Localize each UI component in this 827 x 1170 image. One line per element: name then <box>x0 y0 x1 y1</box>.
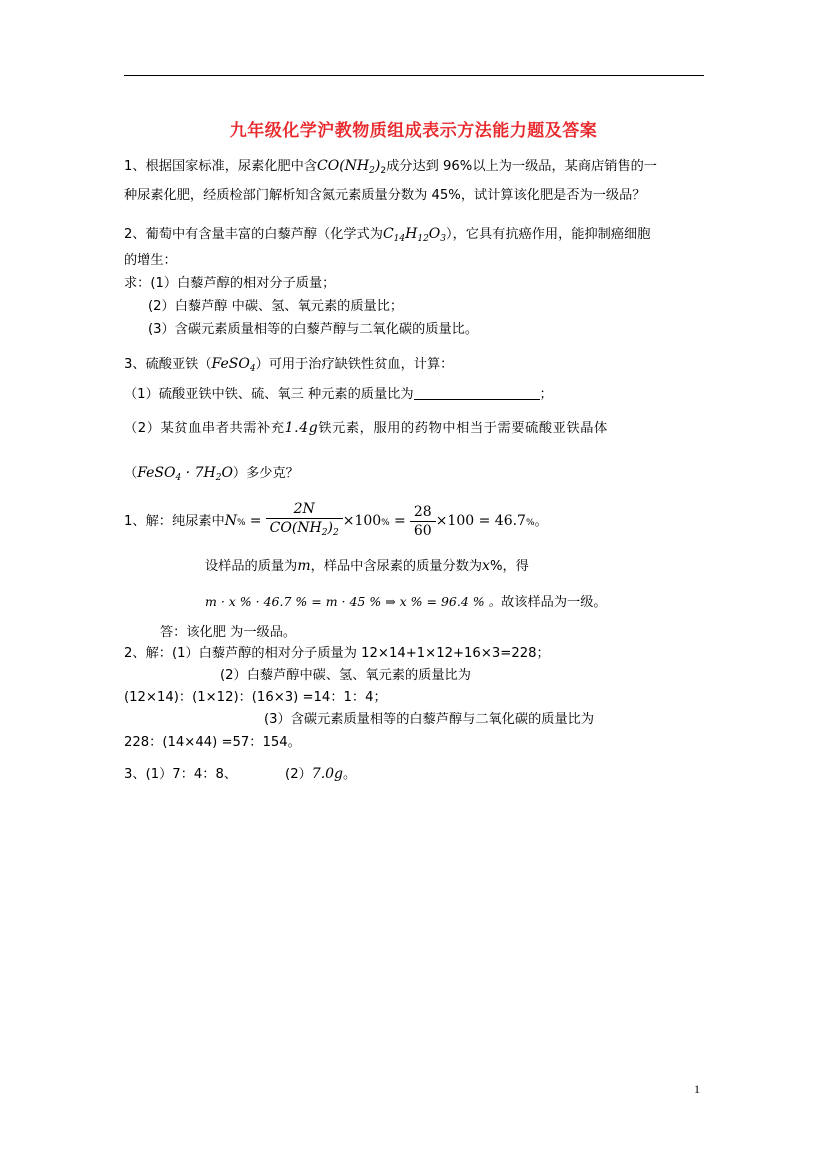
a1-fraction-1: $\frac{2N}{CO(NH_2)_2}$ <box>266 500 343 542</box>
a2-line-4: (3）含碳元素质量相等的白藜芦醇与二氧化碳的质量比为 <box>264 712 595 727</box>
a1-line-1 <box>124 500 548 543</box>
a1-line-2 <box>205 558 529 575</box>
q3-close-text: ）多少克？ <box>232 466 299 481</box>
q3-open-paren: （ <box>124 466 138 481</box>
q3-line-1 <box>124 356 453 378</box>
q3-text-b: ）可用于治疗缺铁性贫血，计算： <box>255 357 454 372</box>
a1-m: m <box>297 558 311 574</box>
a1-line2-c: %，得 <box>489 559 529 574</box>
a3-line <box>124 766 356 783</box>
page-title: 九年级化学沪教物质组成表示方法能力题及答案 <box>229 121 598 141</box>
header-rule <box>124 75 704 76</box>
a2-line-1: 2、解：(1）白藜芦醇的相对分子质量为 12×14+1×12+16×3=228； <box>124 646 550 661</box>
q1-formula-sub: 2 <box>380 166 387 176</box>
a1-line2-a: 设样品的质量为 <box>205 559 298 574</box>
q2-part-3: (3）含碳元素质量相等的白藜芦醇与二氧化碳的质量比。 <box>148 322 479 337</box>
a1-pct-2: % <box>381 518 390 528</box>
a1-n: N <box>224 513 237 529</box>
a1-pct-3: % <box>525 518 535 528</box>
q2-part-1: 求：(1）白藜芦醇的相对分子质量； <box>124 276 336 291</box>
q3-part-1-end: ； <box>539 387 553 402</box>
a1-lead: 1、解：纯尿素中 <box>124 514 225 529</box>
a2-line-3: (12×14)：(1×12)：(16×3) =14：1：4； <box>124 690 387 705</box>
a1-end: 。 <box>534 514 548 529</box>
a2-line-2: (2）白藜芦醇中碳、氢、氧元素的质量比为 <box>220 668 471 683</box>
a1-fraction-2: $\frac{28}{60}$ <box>410 503 436 540</box>
a1-answer: 答：该化肥 为一级品。 <box>160 625 297 640</box>
q2-part-2: (2）白藜芦醇 中碳、氢、氧元素的质量比； <box>148 299 404 314</box>
q3-formula-2: FeSO$_4$ · $7H_2O$ <box>137 465 233 483</box>
q1-line-2: 种尿素化肥，经质检部门解析知含氮元素质量分数为 45%，试计算该化肥是否为一级品？ <box>124 188 646 203</box>
q3-part-1 <box>124 386 553 403</box>
q3-part-2-text-b: 铁元素，服用的药物中相当于需要硫酸亚铁晶体 <box>318 421 608 436</box>
q3-mass: 1.4g <box>284 420 319 436</box>
q1-text-a: 1、根据国家标准，尿素化肥中含 <box>124 159 318 174</box>
a1-line-3 <box>205 593 607 611</box>
a3-end: 。 <box>343 767 357 782</box>
q1-line-1 <box>124 158 657 180</box>
q2-text-b: ），它具有抗癌作用，能抑制癌细胞 <box>446 227 651 242</box>
q3-part-1-text: （1）硫酸亚铁中铁、硫、氧三 种元素的质量比为 <box>124 387 414 402</box>
a2-line-5: 228：(14×44) =57：154。 <box>124 735 301 750</box>
a1-line2-b: ，样品中含尿素的质量分数为 <box>310 559 483 574</box>
a1-pct: % <box>236 518 246 528</box>
q3-formula: FeSO$_4$ <box>211 356 256 374</box>
q1-text-b: 成分达到 96%以上为一级品，某商店销售的一 <box>386 159 657 174</box>
q2-line-1 <box>124 226 650 248</box>
q3-part-2 <box>124 420 608 437</box>
page-number: 1 <box>694 1082 700 1096</box>
a1-times100: ×100 <box>342 513 382 529</box>
a3-mass: 7.0g <box>311 766 344 782</box>
q1-formula: $CO(NH_2)$ <box>317 158 381 176</box>
a3-part-1: 3、(1）7：4：8、 <box>124 767 238 782</box>
a1-result: ×100 = 46.7 <box>435 513 526 529</box>
q2-formula: $C_{14}H_{12}O_3$ <box>382 226 447 244</box>
a1-equation: m · x % · 46.7 % = m · 45 % ⇒ x % = 96.4 % 。 <box>205 594 502 609</box>
q2-text-a: 2、葡萄中有含量丰富的白藜芦醇（化学式为 <box>124 227 383 242</box>
q3-text-a: 3、硫酸亚铁（ <box>124 357 212 372</box>
a1-eq: = <box>249 513 262 529</box>
a1-x: x <box>482 558 490 574</box>
q3-part-2-text: （2）某贫血串者共需补充 <box>124 421 285 436</box>
a3-part-2: (2） <box>285 767 312 782</box>
a1-conclusion: 故该样品为一级。 <box>501 595 607 610</box>
answer-blank[interactable] <box>414 387 540 400</box>
q3-part-2-line-2 <box>124 465 299 487</box>
q2-line-2: 的增生： <box>124 253 177 268</box>
a1-eq2: = <box>393 513 406 529</box>
